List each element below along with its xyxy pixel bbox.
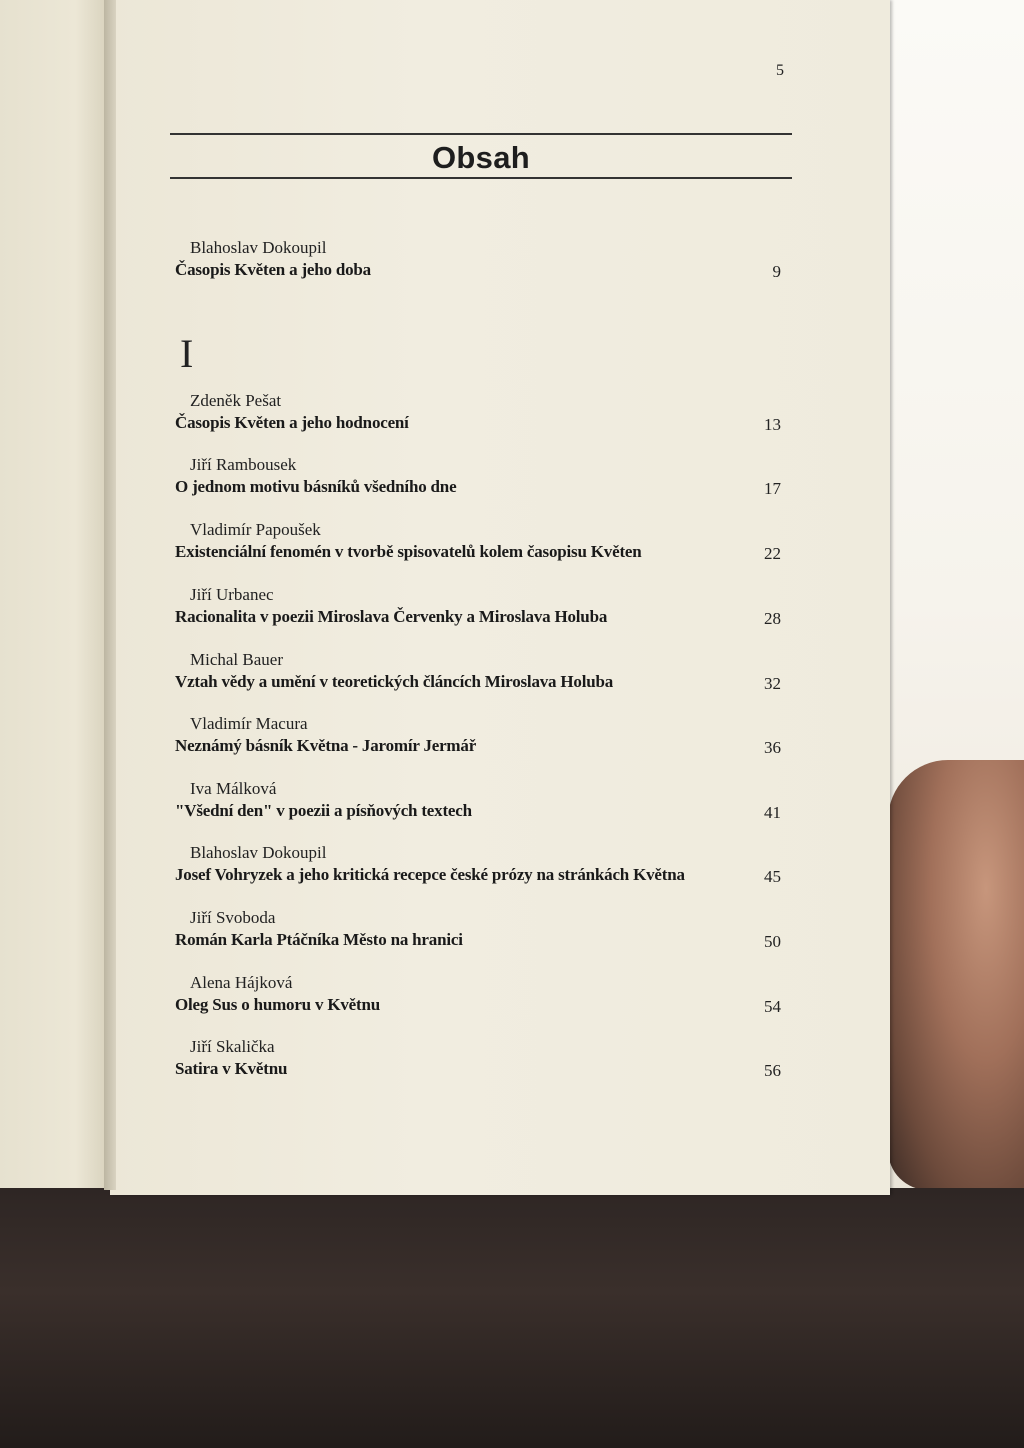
toc-entry[interactable] [175, 650, 781, 700]
toc-title: "Všední den" v poezii a písňových textech [175, 801, 472, 820]
toc-author: Jiří Skalička [190, 1037, 275, 1056]
toc-entry[interactable] [175, 1037, 781, 1087]
toc-entry[interactable] [175, 973, 781, 1023]
toc-author: Jiří Svoboda [190, 908, 276, 927]
book-gutter [104, 0, 116, 1190]
toc-page-number: 32 [764, 674, 781, 693]
toc-entry[interactable] [175, 843, 781, 893]
hand-holding-book [888, 760, 1024, 1190]
section-numeral: I [180, 331, 194, 376]
toc-author: Jiří Rambousek [190, 455, 297, 474]
toc-entry[interactable] [175, 585, 781, 635]
heading-rule-top [170, 133, 792, 135]
toc-author: Zdeněk Pešat [190, 391, 282, 410]
toc-page-number: 54 [764, 997, 781, 1016]
toc-author: Michal Bauer [190, 650, 283, 669]
previous-page-edge [0, 0, 108, 1190]
toc-entry[interactable] [175, 779, 781, 829]
page-number: 5 [776, 62, 784, 79]
toc-title: Časopis Květen a jeho doba [175, 260, 371, 279]
toc-page-number: 56 [764, 1061, 781, 1080]
toc-author: Vladimír Macura [190, 714, 308, 733]
toc-page-number: 13 [764, 415, 781, 434]
toc-entry[interactable] [175, 455, 781, 505]
toc-title: Vztah vědy a umění v teoretických článcích Miroslava Holuba [175, 672, 614, 691]
toc-entry[interactable] [175, 391, 781, 441]
toc-title: Satira v Květnu [175, 1059, 288, 1078]
toc-title: Román Karla Ptáčníka Město na hranici [175, 930, 463, 949]
toc-author: Iva Málková [190, 779, 277, 798]
toc-page-number: 9 [772, 262, 781, 281]
toc-page-number: 36 [764, 738, 781, 757]
toc-entry[interactable] [175, 714, 781, 764]
toc-author: Jiří Urbanec [190, 585, 274, 604]
toc-title: Neznámý básník Května - Jaromír Jermář [175, 736, 477, 755]
toc-page-number: 50 [764, 932, 781, 951]
toc-page-number: 45 [764, 867, 781, 886]
toc-title: O jednom motivu básníků všedního dne [175, 477, 457, 496]
toc-entry-intro[interactable] [175, 238, 781, 288]
toc-page-number: 28 [764, 609, 781, 628]
toc-entry[interactable] [175, 908, 781, 958]
page-heading: Obsah [432, 140, 530, 175]
toc-page-number: 41 [764, 803, 781, 822]
toc-title: Časopis Květen a jeho hodnocení [175, 413, 409, 432]
toc-title: Existenciální fenomén v tvorbě spisovatelů kolem časopisu Květen [175, 542, 642, 561]
heading-rule-bottom [170, 177, 792, 179]
toc-author: Alena Hájková [190, 973, 293, 992]
toc-title: Josef Vohryzek a jeho kritická recepce české prózy na stránkách Května [175, 865, 685, 884]
toc-author: Vladimír Papoušek [190, 520, 321, 539]
toc-page-number: 17 [764, 479, 781, 498]
dark-background [0, 1188, 1024, 1448]
toc-title: Oleg Sus o humoru v Květnu [175, 995, 380, 1014]
toc-entry[interactable] [175, 520, 781, 570]
toc-author: Blahoslav Dokoupil [190, 238, 327, 257]
toc-author: Blahoslav Dokoupil [190, 843, 327, 862]
toc-page-number: 22 [764, 544, 781, 563]
toc-title: Racionalita v poezii Miroslava Červenky a Miroslava Holuba [175, 607, 608, 626]
